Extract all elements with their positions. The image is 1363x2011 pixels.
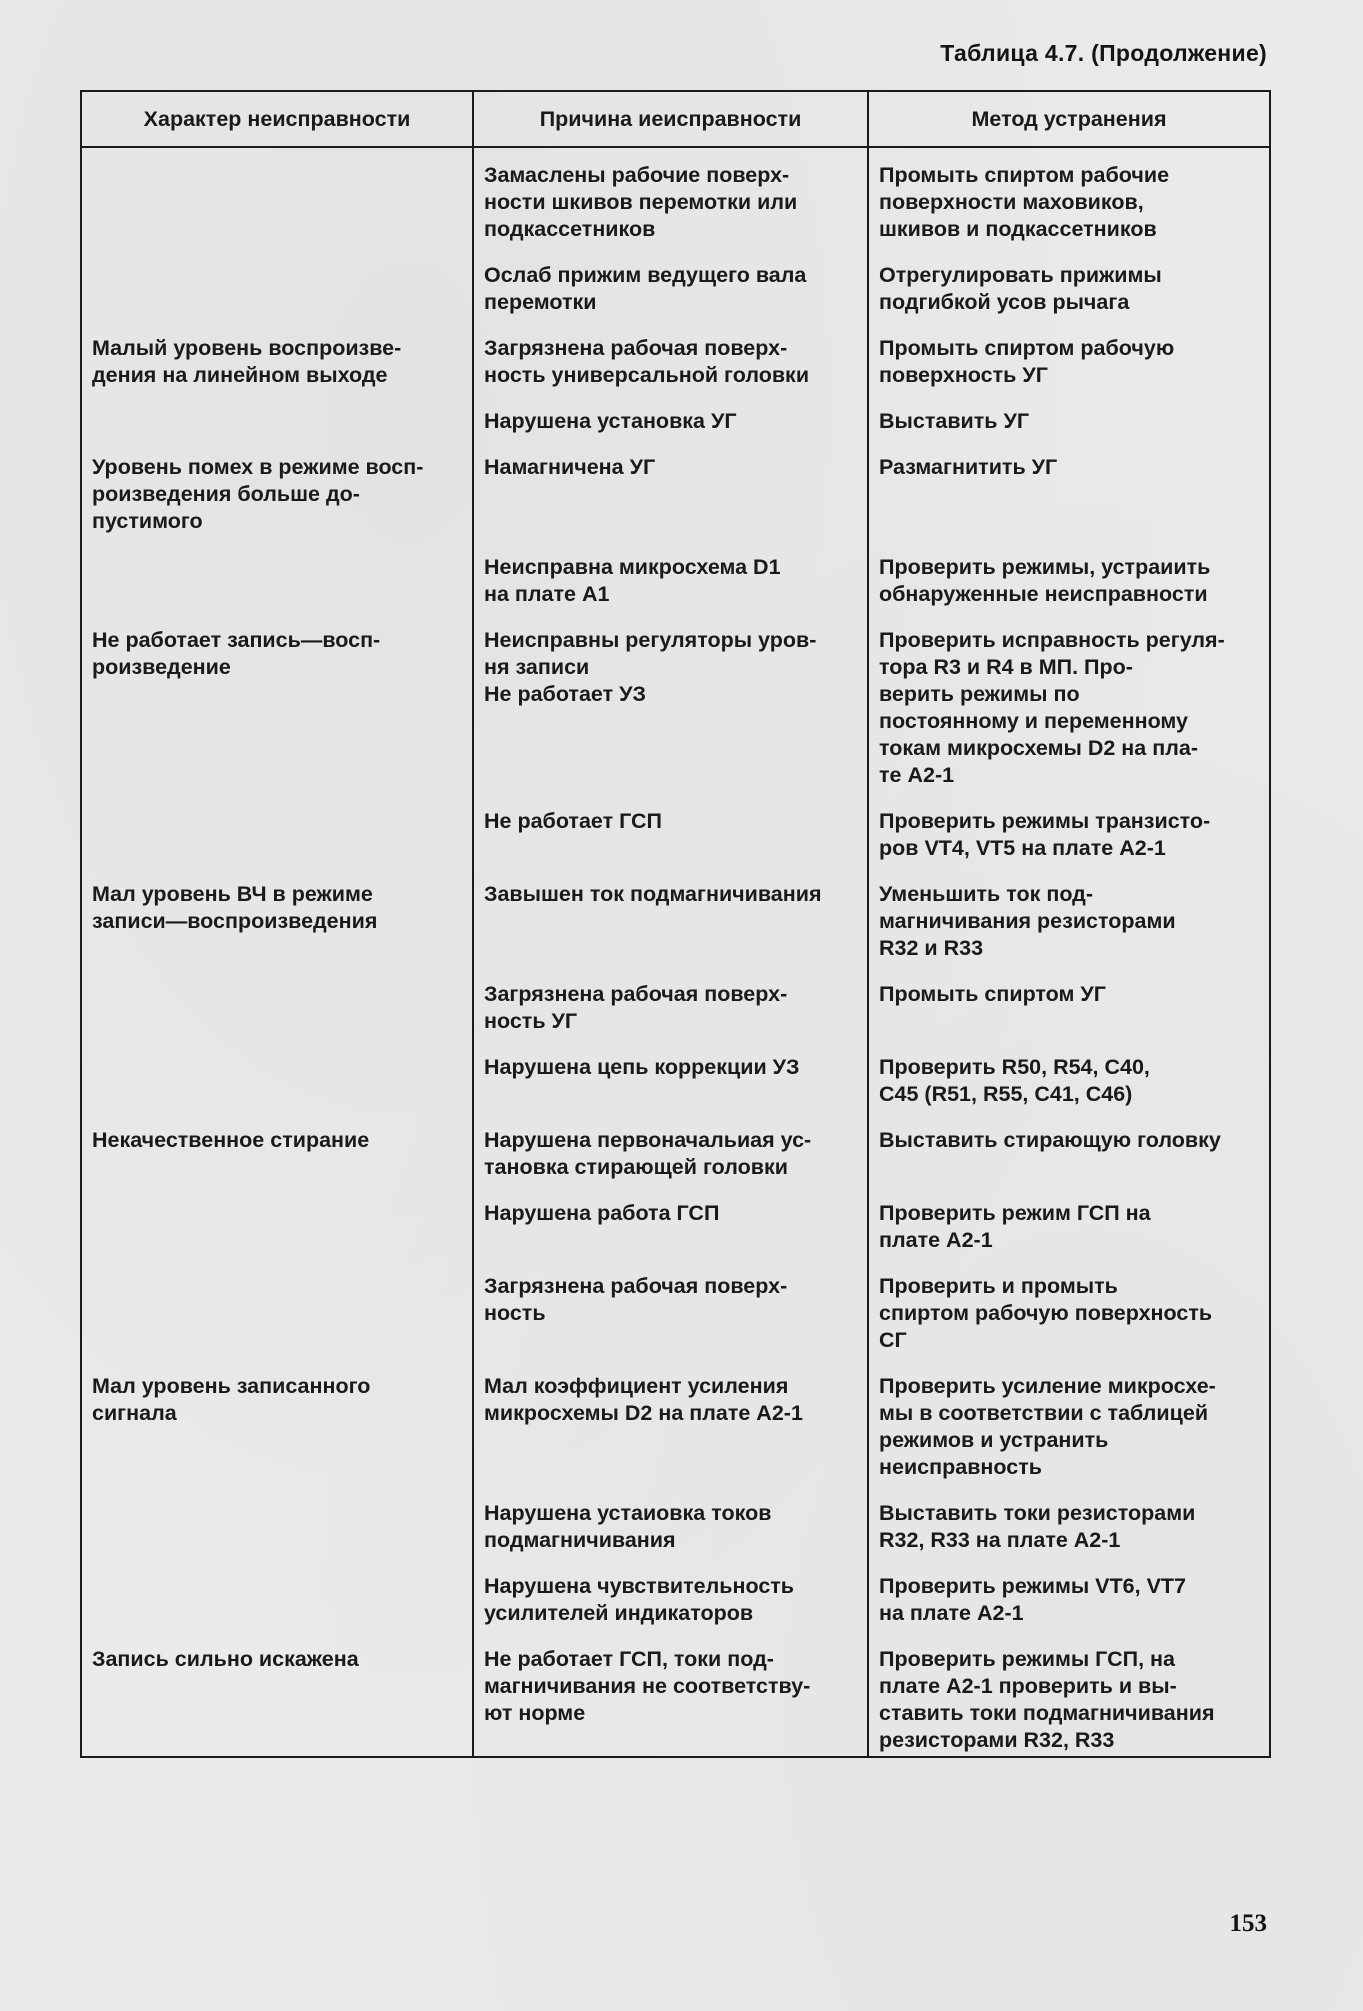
cell-fault-nature: Уровень помех в режиме восп- роизведения больше до- пустимого xyxy=(81,445,473,545)
cell-fault-cause: Нарушена цепь коррекции УЗ xyxy=(473,1045,868,1118)
cell-fault-cause: Загрязнена рабочая поверх- ность xyxy=(473,1264,868,1364)
cell-fault-nature: Мал уровень записанного сигнала xyxy=(81,1364,473,1491)
cell-fix-method: Проверить режим ГСП на плате А2-1 xyxy=(868,1191,1270,1264)
cell-fix-method: Промыть спиртом рабочую поверхность УГ xyxy=(868,326,1270,399)
cell-fault-cause: Завышен ток подмагничивания xyxy=(473,872,868,972)
cell-fault-cause: Мал коэффициент усиления микросхемы D2 на плате А2-1 xyxy=(473,1364,868,1491)
cell-fault-nature xyxy=(81,147,473,253)
table-row xyxy=(81,1045,1270,1118)
table-row xyxy=(81,399,1270,445)
cell-fault-nature xyxy=(81,399,473,445)
troubleshooting-table xyxy=(80,90,1271,1758)
cell-fault-nature: Малый уровень воспроизве- дения на линейном выходе xyxy=(81,326,473,399)
cell-fault-nature xyxy=(81,545,473,618)
cell-fault-cause: Не работает ГСП, токи под- магничивания не соответству- ют норме xyxy=(473,1637,868,1757)
cell-fault-cause: Неисправна микросхема D1 на плате A1 xyxy=(473,545,868,618)
cell-fault-nature: Мал уровень ВЧ в режиме записи—воспроизведения xyxy=(81,872,473,972)
cell-fault-cause: Нарушена первоначальиая ус- тановка стирающей головки xyxy=(473,1118,868,1191)
cell-fault-nature: Запись сильно искажена xyxy=(81,1637,473,1757)
cell-fix-method: Проверить исправность регуля- тора R3 и R4 в МП. Про- верить режимы по постоянному и переменному токам микросхемы D2 на пла- те А2-1 xyxy=(868,618,1270,799)
cell-fault-nature xyxy=(81,972,473,1045)
table-row xyxy=(81,326,1270,399)
table-row xyxy=(81,253,1270,326)
cell-fault-nature: Некачественное стирание xyxy=(81,1118,473,1191)
cell-fix-method: Размагнитить УГ xyxy=(868,445,1270,545)
cell-fault-nature xyxy=(81,253,473,326)
header-fault-cause: Причина иеисправности xyxy=(473,91,868,147)
cell-fault-cause: Ослаб прижим ведущего вала перемотки xyxy=(473,253,868,326)
cell-fault-nature xyxy=(81,799,473,872)
header-fault-nature: Характер неисправности xyxy=(81,91,473,147)
table-row xyxy=(81,972,1270,1045)
table-row xyxy=(81,1264,1270,1364)
table-row xyxy=(81,545,1270,618)
cell-fix-method: Отрегулировать прижимы подгибкой усов рычага xyxy=(868,253,1270,326)
cell-fault-cause: Нарушена работа ГСП xyxy=(473,1191,868,1264)
cell-fix-method: Проверить усиление микросхе- мы в соответствии с таблицей режимов и устранить неисправность xyxy=(868,1364,1270,1491)
cell-fix-method: Проверить и промыть спиртом рабочую поверхность СГ xyxy=(868,1264,1270,1364)
table-row xyxy=(81,445,1270,545)
table-row xyxy=(81,618,1270,799)
table-row xyxy=(81,872,1270,972)
cell-fix-method: Проверить R50, R54, С40, С45 (R51, R55, С41, С46) xyxy=(868,1045,1270,1118)
cell-fix-method: Проверить режимы, устраиить обнаруженные неисправности xyxy=(868,545,1270,618)
page-number: 153 xyxy=(1229,1910,1267,1937)
cell-fix-method: Выставить УГ xyxy=(868,399,1270,445)
cell-fault-cause: Нарушена устаиовка токов подмагничивания xyxy=(473,1491,868,1564)
header-fix-method: Метод устранения xyxy=(868,91,1270,147)
cell-fault-cause: Намагничена УГ xyxy=(473,445,868,545)
cell-fault-nature xyxy=(81,1491,473,1564)
table-body xyxy=(81,147,1270,1757)
table-row xyxy=(81,1364,1270,1491)
cell-fault-cause: Нарушена установка УГ xyxy=(473,399,868,445)
table-header-row xyxy=(81,91,1270,147)
cell-fault-cause: Замаслены рабочие поверх- ности шкивов перемотки или подкассетников xyxy=(473,147,868,253)
cell-fix-method: Выставить токи резисторами R32, R33 на плате А2-1 xyxy=(868,1491,1270,1564)
cell-fix-method: Промыть спиртом УГ xyxy=(868,972,1270,1045)
cell-fault-nature: Не работает запись—восп- роизведение xyxy=(81,618,473,799)
cell-fix-method: Проверить режимы транзисто- ров VT4, VT5 на плате А2-1 xyxy=(868,799,1270,872)
cell-fault-nature xyxy=(81,1264,473,1364)
cell-fault-cause: Загрязнена рабочая поверх- ность универсальной головки xyxy=(473,326,868,399)
cell-fix-method: Промыть спиртом рабочие поверхности маховиков, шкивов и подкассетников xyxy=(868,147,1270,253)
cell-fix-method: Выставить стирающую головку xyxy=(868,1118,1270,1191)
cell-fault-nature xyxy=(81,1564,473,1637)
cell-fault-cause: Не работает ГСП xyxy=(473,799,868,872)
cell-fix-method: Уменьшить ток под- магничивания резисторами R32 и R33 xyxy=(868,872,1270,972)
cell-fix-method: Проверить режимы VT6, VT7 на плате А2-1 xyxy=(868,1564,1270,1637)
cell-fault-cause: Нарушена чувствительность усилителей индикаторов xyxy=(473,1564,868,1637)
table-row xyxy=(81,147,1270,253)
table-caption: Таблица 4.7. (Продолжение) xyxy=(940,40,1267,66)
table-row xyxy=(81,1118,1270,1191)
cell-fix-method: Проверить режимы ГСП, на плате А2-1 проверить и вы- ставить токи подмагничивания резисторами R32, R33 xyxy=(868,1637,1270,1757)
cell-fault-nature xyxy=(81,1191,473,1264)
table-row xyxy=(81,1564,1270,1637)
cell-fault-cause: Неисправны регуляторы уров- ня записи Не работает УЗ xyxy=(473,618,868,799)
table-row xyxy=(81,799,1270,872)
table-row xyxy=(81,1191,1270,1264)
table-row xyxy=(81,1491,1270,1564)
cell-fault-nature xyxy=(81,1045,473,1118)
cell-fault-cause: Загрязнена рабочая поверх- ность УГ xyxy=(473,972,868,1045)
table-row xyxy=(81,1637,1270,1757)
